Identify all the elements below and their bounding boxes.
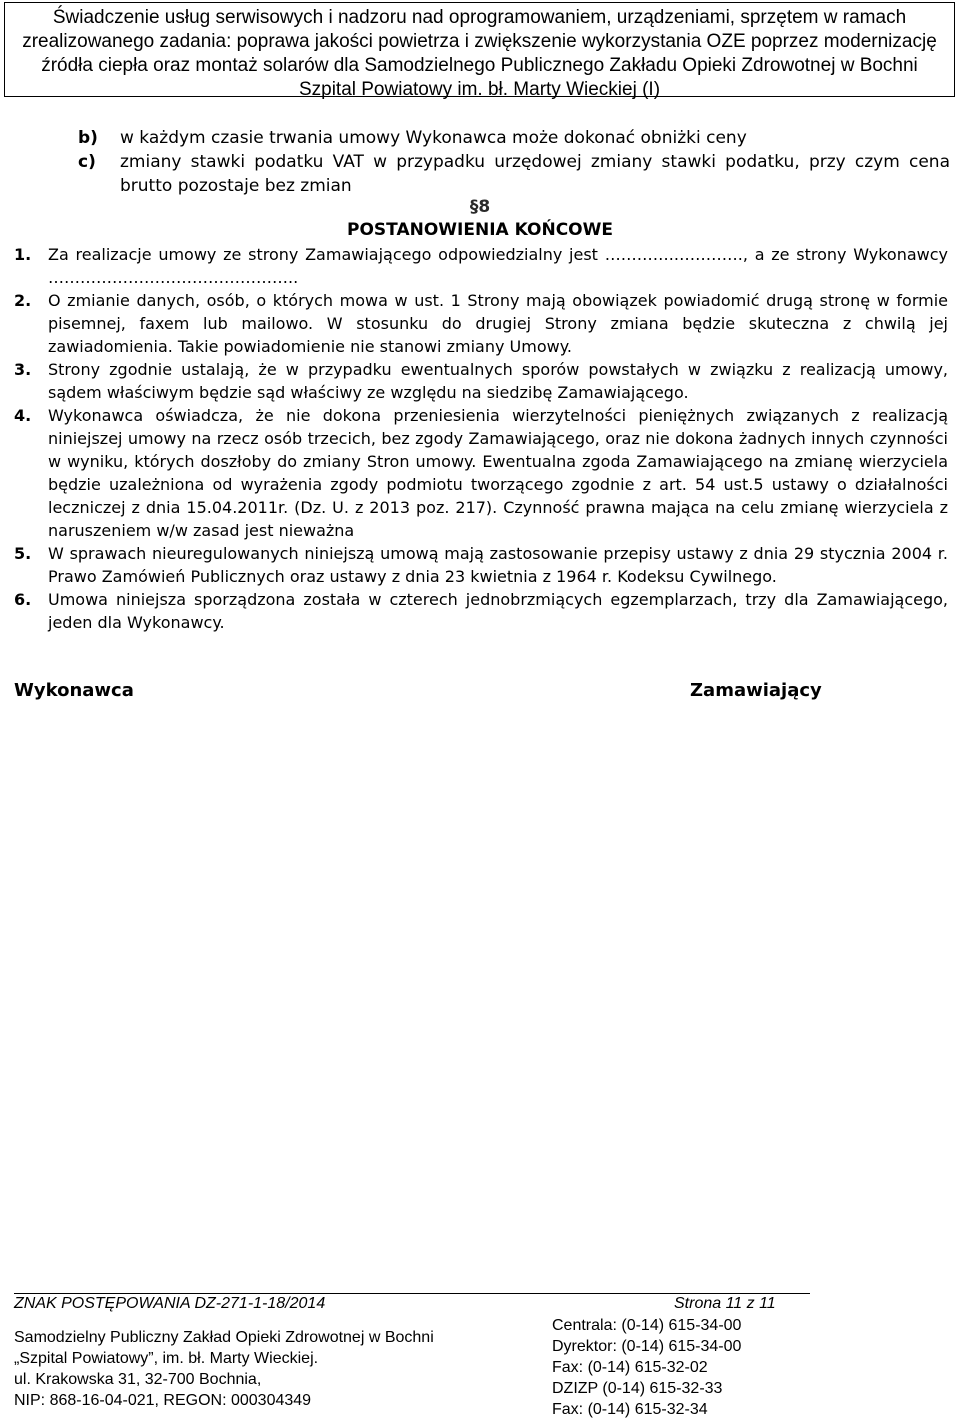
footer-address-line: „Szpital Powiatowy”, im. bł. Marty Wieckiej.: [14, 1350, 319, 1367]
header-line-3: źródła ciepła oraz montaż solarów dla Samodzielnego Publicznego Zakładu Opieki Zdrowotnej w Bochni: [41, 55, 918, 76]
item-label: c): [78, 152, 96, 172]
item-number: 1.: [14, 245, 32, 264]
item-text: zmiany stawki podatku VAT w przypadku urzędowej zmiany stawki podatku, przy czym cena: [120, 152, 950, 172]
item-continuation: brutto pozostaje bez zmian: [120, 176, 352, 196]
final-provisions-list: [14, 243, 948, 634]
item-label: b): [78, 128, 98, 148]
footer-contact-line: DZIZP (0-14) 615-32-33: [552, 1380, 723, 1397]
list-item: [14, 243, 948, 289]
list-item: [78, 126, 950, 150]
item-number: 6.: [14, 590, 32, 609]
list-item: [14, 289, 948, 358]
list-item: [14, 542, 948, 588]
footer-contacts: [552, 1315, 741, 1420]
list-item: [14, 358, 948, 404]
previous-points-list: [78, 126, 950, 198]
list-item: [78, 150, 950, 174]
item-text: Za realizacje umowy ze strony Zamawiającego odpowiedzialny jest ………….…………., a ze strony Wykonawcy ………………………………………..: [48, 245, 948, 287]
section-title: POSTANOWIENIA KOŃCOWE: [347, 220, 613, 240]
item-text: w każdym czasie trwania umowy Wykonawca może dokonać obniżki ceny: [120, 128, 747, 148]
page-number: Strona 11 z 11: [674, 1295, 776, 1312]
footer-contact-line: Dyrektor: (0-14) 615-34-00: [552, 1338, 742, 1355]
footer-contact-line: Fax: (0-14) 615-32-02: [552, 1359, 708, 1376]
footer-divider: [14, 1293, 810, 1294]
header-line-2: zrealizowanego zadania: poprawa jakości powietrza i zwiększenie wykorzystania OZE poprzez modernizację: [22, 31, 937, 52]
signature-contractor: Wykonawca: [14, 680, 134, 701]
item-text: Wykonawca oświadcza, że nie dokona przeniesienia wierzytelności pieniężnych związanych z realizacją niniejszej umowy na rzecz osób trzecich, bez zgody Zamawiającego, oraz nie dokona żadnych innych czynności w wyniku, których doszłoby do zmiany Stron umowy. Ewentualna zgoda Zamawiającego na zmianę wierzyciela będzie uzależniona od wyrażenia zgody podmiotu tworzącego zgodnie z art. 54 ust.5 ustawy o działalności leczniczej z dnia 15.04.2011r. (Dz. U. z 2013 poz. 217). Czynność prawna mająca na celu zmianę wierzyciela z naruszeniem w/w zasad jest nieważna: [48, 406, 948, 540]
item-text: Strony zgodnie ustalają, że w przypadku ewentualnych sporów powstałych w związku z realizacją umowy, sądem właściwym będzie sąd właściwy ze względu na siedzibę Zamawiającego.: [48, 360, 948, 402]
document-header: [4, 2, 955, 100]
header-line-4: Szpital Powiatowy im. bł. Marty Wieckiej (I): [298, 79, 661, 100]
item-text: W sprawach nieuregulowanych niniejszą umową mają zastosowanie przepisy ustawy z dnia 29 stycznia 2004 r. Prawo Zamówień Publicznych oraz ustawy z dnia 23 kwietnia z 1964 r. Kodeksu Cywilnego.: [48, 544, 948, 586]
item-number: 2.: [14, 291, 32, 310]
footer-address: [14, 1327, 434, 1411]
list-item: [14, 588, 948, 634]
footer-address-line: Samodzielny Publiczny Zakład Opieki Zdrowotnej w Bochni: [14, 1329, 434, 1346]
item-text: Umowa niniejsza sporządzona została w czterech jednobrzmiących egzemplarzach, trzy dla Zamawiającego, jeden dla Wykonawcy.: [48, 590, 948, 632]
footer-address-line: NIP: 868-16-04-021, REGON: 000304349: [14, 1392, 312, 1409]
item-number: 3.: [14, 360, 32, 379]
item-text: O zmianie danych, osób, o których mowa w ust. 1 Strony mają obowiązek powiadomić drugą stronę w formie pisemnej, faxem lub mailowo. W stosunku do drugiej Strony zmiana będzie skuteczna z chwilą jej zawiadomienia. Takie powiadomienie nie stanowi zmiany Umowy.: [48, 291, 948, 356]
paragraph-symbol: §: [469, 197, 479, 217]
item-number: 4.: [14, 406, 32, 425]
footer-contact-line: Fax: (0-14) 615-32-34: [552, 1401, 708, 1418]
section-number-value: 8: [478, 197, 491, 217]
procurement-reference: ZNAK POSTĘPOWANIA DZ-271-1-18/2014: [14, 1295, 326, 1312]
section-number: [0, 197, 960, 217]
header-line-1: Świadczenie usług serwisowych i nadzoru nad oprogramowaniem, urządzeniami, sprzętem w ramach: [52, 7, 907, 28]
footer-contact-line: Centrala: (0-14) 615-34-00: [552, 1317, 742, 1334]
list-item: [14, 404, 948, 542]
signature-ordering-party: Zamawiający: [690, 680, 822, 701]
footer-address-line: ul. Krakowska 31, 32-700 Bochnia,: [14, 1371, 262, 1388]
item-number: 5.: [14, 544, 32, 563]
